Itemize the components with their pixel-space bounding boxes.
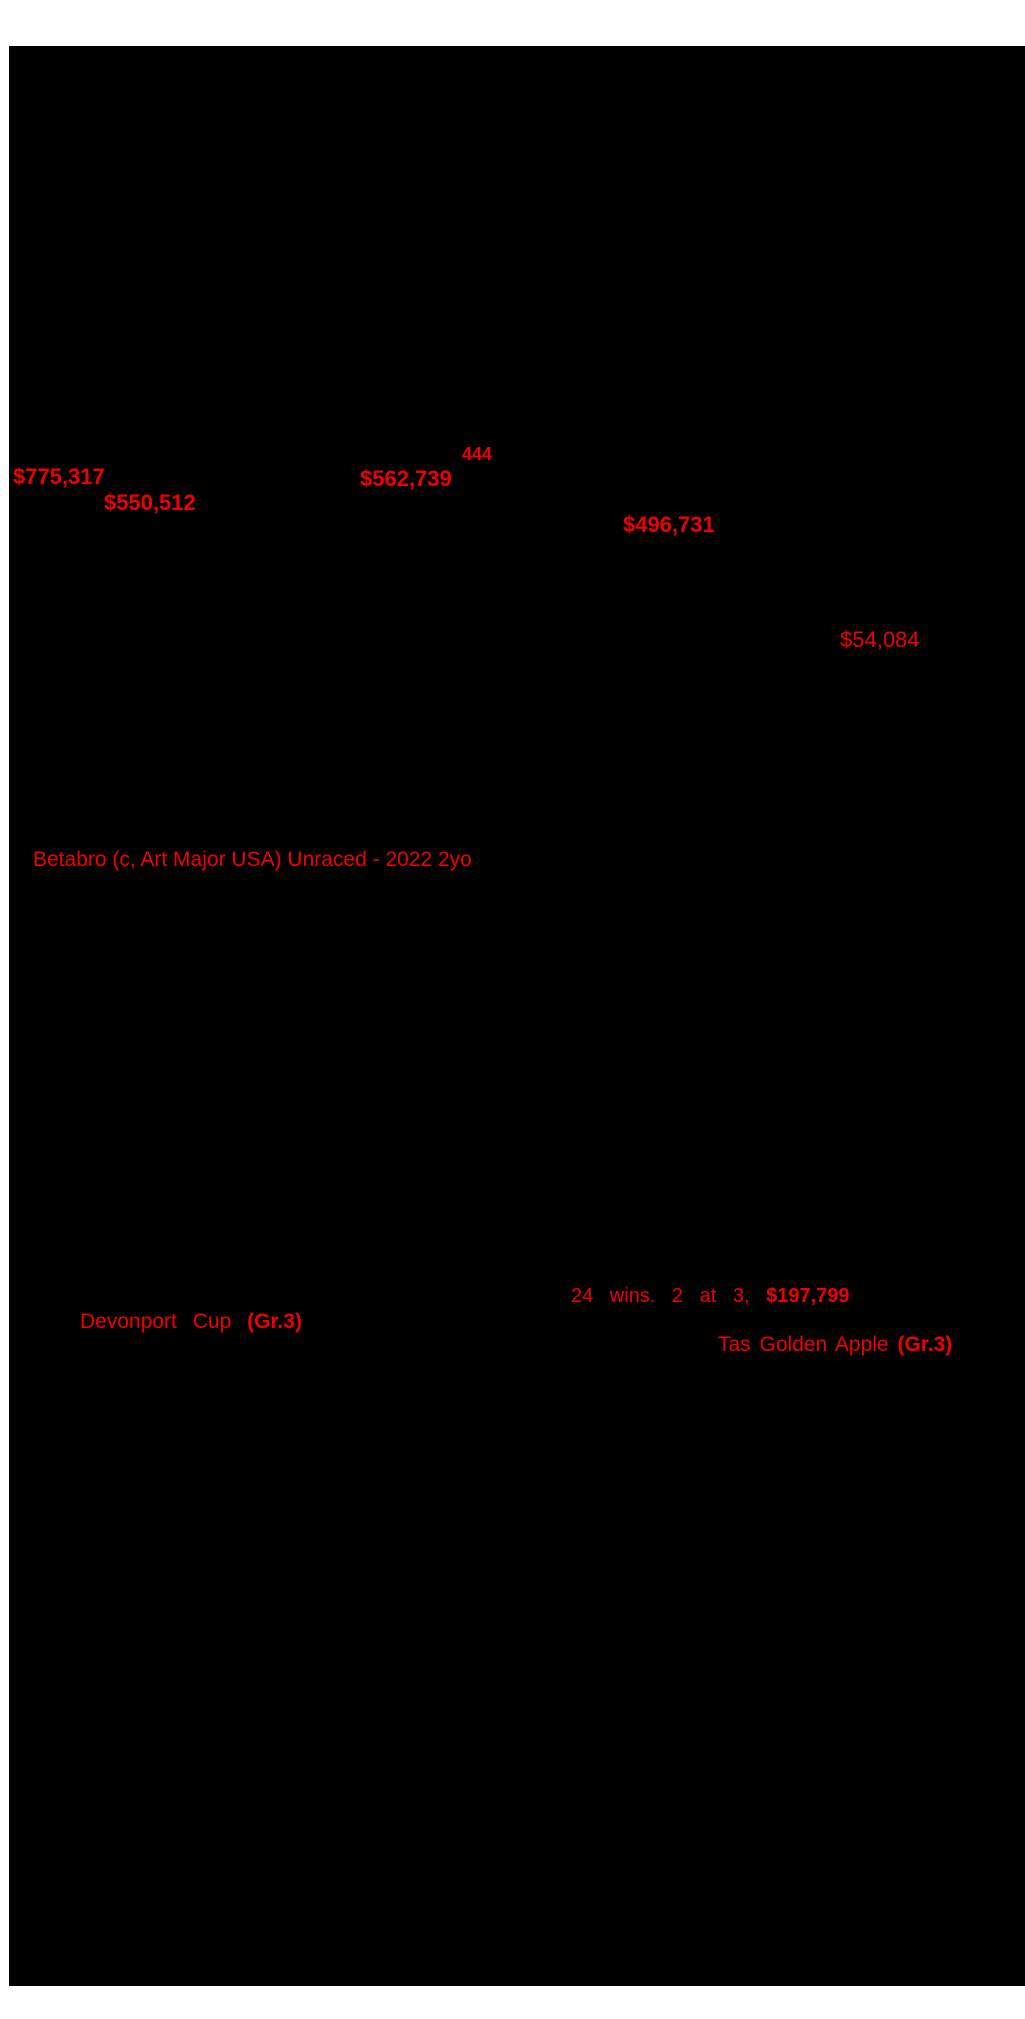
- tas-golden-apple-grade: (Gr.3): [897, 1333, 953, 1356]
- tas-golden-apple-text: Tas Golden Apple: [718, 1333, 898, 1356]
- reference-number-444: 444: [462, 444, 493, 464]
- scanned-catalogue-page: [9, 46, 1025, 1986]
- devonport-cup-line: [80, 1311, 302, 1332]
- earnings-775317: $775,317: [13, 464, 105, 489]
- earnings-496731: $496,731: [623, 512, 715, 537]
- wins-earnings-line: [571, 1286, 850, 1306]
- betabro-horse-line: Betabro (c, Art Major USA) Unraced - 2022 2yo: [33, 848, 472, 871]
- earnings-562739: $562,739: [360, 466, 452, 491]
- tas-golden-apple-line: [718, 1334, 952, 1355]
- earnings-54084: $54,084: [840, 627, 920, 652]
- devonport-cup-text: Devonport Cup: [80, 1310, 248, 1333]
- devonport-cup-grade: (Gr.3): [247, 1310, 302, 1333]
- wins-earnings-text: 24 wins. 2 at 3,: [571, 1285, 767, 1307]
- earnings-550512: $550,512: [104, 490, 196, 515]
- wins-earnings-amount: $197,799: [766, 1285, 850, 1307]
